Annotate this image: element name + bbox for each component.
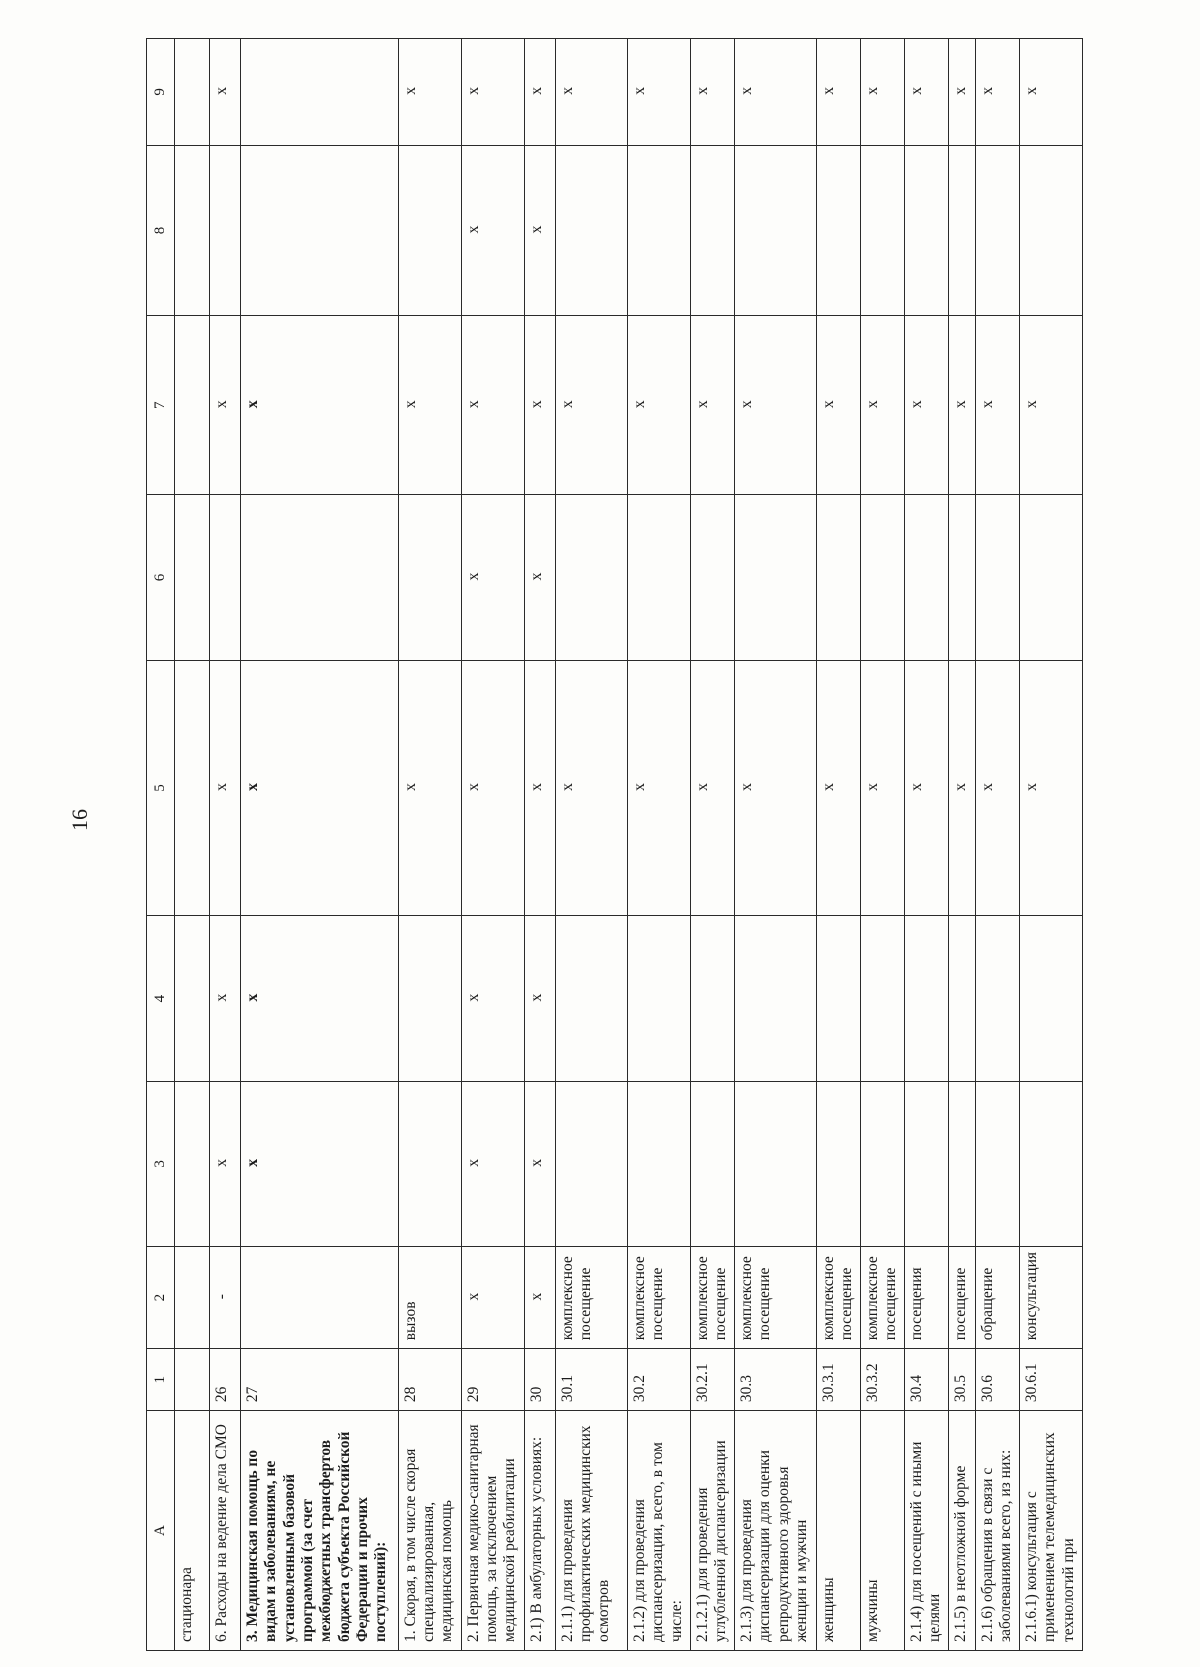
- row-code: 30.6: [975, 1349, 1019, 1411]
- row-label: 2.1.6) обращения в связи с заболеваниями всего, из них:: [975, 1411, 1019, 1651]
- cell-col-4: [691, 916, 735, 1081]
- column-header-3: 3: [147, 1081, 175, 1246]
- cell-col-9: х: [691, 39, 735, 146]
- cell-col-8: х: [524, 145, 555, 316]
- cell-col-5: х: [628, 660, 691, 916]
- cell-col-9: х: [398, 39, 461, 146]
- row-unit: -: [210, 1246, 241, 1348]
- column-header-a: А: [147, 1411, 175, 1651]
- cell-col-5: х: [461, 660, 524, 916]
- cell-col-5: х: [1019, 660, 1082, 916]
- row-label: 2.1.4) для посещений с иными целями: [904, 1411, 948, 1651]
- cell-col-3: [398, 1081, 461, 1246]
- row-unit: комплексное посещение: [691, 1246, 735, 1348]
- cell-col-5: х: [691, 660, 735, 916]
- row-code: 30.2: [628, 1349, 691, 1411]
- cell-col-3: [691, 1081, 735, 1246]
- cell-col-8: [691, 145, 735, 316]
- row-code: 30.3.2: [860, 1349, 904, 1411]
- row-code: 26: [210, 1349, 241, 1411]
- row-unit: х: [524, 1246, 555, 1348]
- cell-col-4: [860, 916, 904, 1081]
- cell-col-5: х: [904, 660, 948, 916]
- row-unit: комплексное посещение: [555, 1246, 627, 1348]
- cell-col-8: [175, 145, 210, 316]
- cell-col-3: [904, 1081, 948, 1246]
- cell-col-6: [241, 495, 399, 660]
- row-label: 2.1.1) для проведения профилактических медицинских осмотров: [555, 1411, 627, 1651]
- cell-col-4: [555, 916, 627, 1081]
- row-code: [175, 1349, 210, 1411]
- cell-col-9: х: [816, 39, 860, 146]
- cell-col-4: [398, 916, 461, 1081]
- cell-col-5: х: [555, 660, 627, 916]
- cell-col-8: [555, 145, 627, 316]
- cell-col-3: [949, 1081, 976, 1246]
- column-header-1: 1: [147, 1349, 175, 1411]
- table-row: [628, 39, 691, 1651]
- cell-col-3: [175, 1081, 210, 1246]
- table-row: [816, 39, 860, 1651]
- cell-col-6: [816, 495, 860, 660]
- cell-col-4: [975, 916, 1019, 1081]
- cell-col-8: х: [461, 145, 524, 316]
- cell-col-7: х: [210, 316, 241, 495]
- cell-col-6: [904, 495, 948, 660]
- cell-col-6: [975, 495, 1019, 660]
- cell-col-6: [691, 495, 735, 660]
- cell-col-8: [975, 145, 1019, 316]
- cell-col-5: х: [816, 660, 860, 916]
- cell-col-8: [241, 145, 399, 316]
- cell-col-8: [735, 145, 817, 316]
- row-unit: консультация: [1019, 1246, 1082, 1348]
- cell-col-7: х: [241, 316, 399, 495]
- cell-col-5: х: [860, 660, 904, 916]
- cell-col-7: [175, 316, 210, 495]
- cell-col-9: [241, 39, 399, 146]
- cell-col-8: [398, 145, 461, 316]
- cell-col-6: [398, 495, 461, 660]
- cell-col-9: х: [904, 39, 948, 146]
- data-table: [146, 38, 1083, 1651]
- page-number: 16: [67, 809, 92, 831]
- table-body: [175, 39, 1083, 1651]
- cell-col-7: х: [1019, 316, 1082, 495]
- row-unit: комплексное посещение: [860, 1246, 904, 1348]
- cell-col-4: [175, 916, 210, 1081]
- row-code: 30.3: [735, 1349, 817, 1411]
- column-header-2: 2: [147, 1246, 175, 1348]
- cell-col-9: х: [735, 39, 817, 146]
- cell-col-4: [735, 916, 817, 1081]
- cell-col-8: [1019, 145, 1082, 316]
- row-code: 30.6.1: [1019, 1349, 1082, 1411]
- row-label: 2.1.2) для проведения диспансеризации, всего, в том числе:: [628, 1411, 691, 1651]
- cell-col-8: [628, 145, 691, 316]
- table-row: [949, 39, 976, 1651]
- cell-col-4: [904, 916, 948, 1081]
- cell-col-6: [735, 495, 817, 660]
- cell-col-8: [860, 145, 904, 316]
- cell-col-7: х: [628, 316, 691, 495]
- cell-col-9: [175, 39, 210, 146]
- table-row: [398, 39, 461, 1651]
- row-code: 30: [524, 1349, 555, 1411]
- table-row: [691, 39, 735, 1651]
- table-row: [524, 39, 555, 1651]
- row-label: 1. Скорая, в том числе скорая специализированная, медицинская помощь: [398, 1411, 461, 1651]
- cell-col-3: х: [461, 1081, 524, 1246]
- row-unit: комплексное посещение: [816, 1246, 860, 1348]
- column-header-4: 4: [147, 916, 175, 1081]
- cell-col-7: х: [555, 316, 627, 495]
- cell-col-7: х: [860, 316, 904, 495]
- cell-col-5: х: [735, 660, 817, 916]
- cell-col-4: х: [524, 916, 555, 1081]
- table-row: [904, 39, 948, 1651]
- cell-col-4: х: [210, 916, 241, 1081]
- cell-col-9: х: [461, 39, 524, 146]
- row-code: 28: [398, 1349, 461, 1411]
- row-unit: обращение: [975, 1246, 1019, 1348]
- cell-col-9: х: [628, 39, 691, 146]
- cell-col-3: [555, 1081, 627, 1246]
- cell-col-7: х: [461, 316, 524, 495]
- cell-col-5: х: [210, 660, 241, 916]
- row-label: 6. Расходы на ведение дела СМО: [210, 1411, 241, 1651]
- table-row: [1019, 39, 1082, 1651]
- row-code: 29: [461, 1349, 524, 1411]
- cell-col-6: [1019, 495, 1082, 660]
- cell-col-6: [555, 495, 627, 660]
- row-label: 3. Медицинская помощь по видам и заболеваниям, не установленным базовой программой (за счет межбюджетных трансфертов бюджета субъекта Российской Федерации и прочих поступлений):: [241, 1411, 399, 1651]
- cell-col-3: х: [210, 1081, 241, 1246]
- column-header-7: 7: [147, 316, 175, 495]
- table-row: [461, 39, 524, 1651]
- row-label: 2.1.2.1) для проведения углубленной диспансеризации: [691, 1411, 735, 1651]
- cell-col-3: [1019, 1081, 1082, 1246]
- table-row: [975, 39, 1019, 1651]
- row-code: 30.4: [904, 1349, 948, 1411]
- cell-col-3: х: [524, 1081, 555, 1246]
- cell-col-6: [860, 495, 904, 660]
- table-container: [146, 38, 1083, 1651]
- row-code: 30.2.1: [691, 1349, 735, 1411]
- table-row: [175, 39, 210, 1651]
- row-label: 2.1.5) в неотложной форме: [949, 1411, 976, 1651]
- cell-col-5: х: [398, 660, 461, 916]
- cell-col-7: х: [949, 316, 976, 495]
- cell-col-3: х: [241, 1081, 399, 1246]
- column-header-9: 9: [147, 39, 175, 146]
- cell-col-4: х: [461, 916, 524, 1081]
- row-code: 27: [241, 1349, 399, 1411]
- row-code: 30.1: [555, 1349, 627, 1411]
- row-label: мужчины: [860, 1411, 904, 1651]
- row-unit: посещения: [904, 1246, 948, 1348]
- cell-col-6: [949, 495, 976, 660]
- cell-col-8: [816, 145, 860, 316]
- cell-col-4: [949, 916, 976, 1081]
- row-unit: [175, 1246, 210, 1348]
- cell-col-3: [628, 1081, 691, 1246]
- cell-col-8: [904, 145, 948, 316]
- table-row: [210, 39, 241, 1651]
- cell-col-6: [628, 495, 691, 660]
- cell-col-7: х: [691, 316, 735, 495]
- row-unit: вызов: [398, 1246, 461, 1348]
- cell-col-9: х: [860, 39, 904, 146]
- row-code: 30.3.1: [816, 1349, 860, 1411]
- cell-col-7: х: [735, 316, 817, 495]
- row-label: 2.1.6.1) консультация с применением телемедицинских технологий при: [1019, 1411, 1082, 1651]
- cell-col-8: [949, 145, 976, 316]
- cell-col-5: х: [975, 660, 1019, 916]
- row-unit: комплексное посещение: [735, 1246, 817, 1348]
- cell-col-6: [210, 495, 241, 660]
- cell-col-9: х: [949, 39, 976, 146]
- cell-col-6: х: [461, 495, 524, 660]
- cell-col-5: х: [524, 660, 555, 916]
- cell-col-3: [860, 1081, 904, 1246]
- table-row: [555, 39, 627, 1651]
- column-header-6: 6: [147, 495, 175, 660]
- cell-col-6: [175, 495, 210, 660]
- cell-col-8: [210, 145, 241, 316]
- row-unit: комплексное посещение: [628, 1246, 691, 1348]
- cell-col-9: х: [975, 39, 1019, 146]
- cell-col-4: [816, 916, 860, 1081]
- cell-col-9: х: [1019, 39, 1082, 146]
- table-row: [735, 39, 817, 1651]
- column-header-8: 8: [147, 145, 175, 316]
- cell-col-7: х: [816, 316, 860, 495]
- row-label: 2. Первичная медико-санитарная помощь, за исключением медицинской реабилитации: [461, 1411, 524, 1651]
- row-label: женщины: [816, 1411, 860, 1651]
- cell-col-5: х: [949, 660, 976, 916]
- cell-col-9: х: [555, 39, 627, 146]
- row-unit: х: [461, 1246, 524, 1348]
- cell-col-7: х: [524, 316, 555, 495]
- cell-col-9: х: [524, 39, 555, 146]
- row-label: 2.1.3) для проведения диспансеризации для оценки репродуктивного здоровья женщин и мужчин: [735, 1411, 817, 1651]
- row-label: 2.1) В амбулаторных условиях:: [524, 1411, 555, 1651]
- header-row: [147, 39, 175, 1651]
- cell-col-6: х: [524, 495, 555, 660]
- row-code: 30.5: [949, 1349, 976, 1411]
- table-row: [241, 39, 399, 1651]
- cell-col-3: [975, 1081, 1019, 1246]
- row-unit: [241, 1246, 399, 1348]
- row-unit: посещение: [949, 1246, 976, 1348]
- row-label: стационара: [175, 1411, 210, 1651]
- cell-col-5: [175, 660, 210, 916]
- cell-col-3: [816, 1081, 860, 1246]
- cell-col-3: [735, 1081, 817, 1246]
- cell-col-9: х: [210, 39, 241, 146]
- cell-col-7: х: [975, 316, 1019, 495]
- table-row: [860, 39, 904, 1651]
- cell-col-5: х: [241, 660, 399, 916]
- cell-col-4: [1019, 916, 1082, 1081]
- cell-col-4: [628, 916, 691, 1081]
- cell-col-7: х: [904, 316, 948, 495]
- column-header-5: 5: [147, 660, 175, 916]
- cell-col-4: х: [241, 916, 399, 1081]
- cell-col-7: х: [398, 316, 461, 495]
